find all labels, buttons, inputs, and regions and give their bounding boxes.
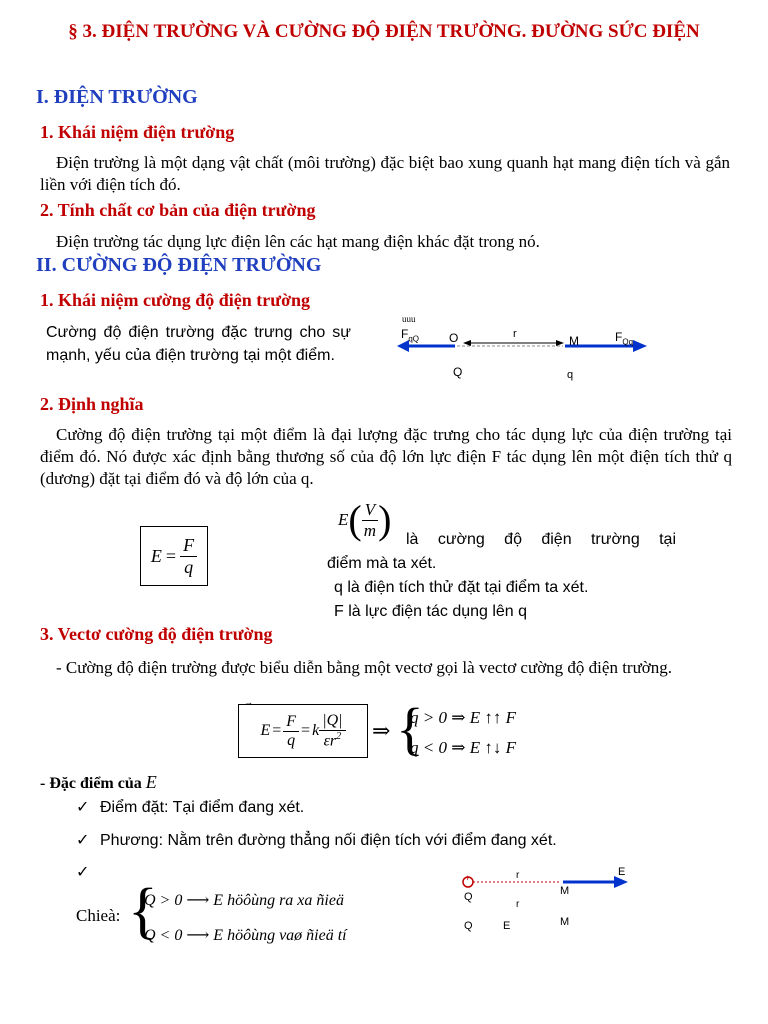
direction-brace: { xyxy=(128,877,158,945)
subsection-1-2-text: Điện trường tác dụng lực điện lên các hạt mang điện khác đặt trong nó. xyxy=(56,232,540,251)
formula-fraction xyxy=(180,535,197,578)
label-q-big: Q xyxy=(453,365,463,379)
subsection-2-2-heading: 2. Định nghĩa xyxy=(40,394,144,414)
label-f-qq-right: $F_{Qq}$ xyxy=(615,330,634,347)
formula-den: q xyxy=(184,556,194,577)
page-title: § 3. ĐIỆN TRƯỜNG VÀ CƯỜNG ĐỘ ĐIỆN TRƯỜNG. ĐƯỜNG SỨC ĐIỆN xyxy=(68,21,700,42)
def-line-3: q là điện tích thử đặt tại điểm ta xét. xyxy=(334,579,589,596)
label-f-qq: $F_{qQ}$ xyxy=(401,327,420,344)
direction-case-1: Q > 0 ⟶ E höôùng ra xa ñieä xyxy=(144,892,344,909)
def-line-4: F là lực điện tác dụng lên q xyxy=(334,603,528,620)
section-2-heading: II. CƯỜNG ĐỘ ĐIỆN TRƯỜNG xyxy=(36,254,322,276)
d2-m1: M xyxy=(560,885,570,897)
label-o: O xyxy=(449,331,459,345)
check-icon: ✓ xyxy=(76,799,90,816)
subsection-2-1-text: Cường độ điện trường đặc trưng cho sự mạnh, yếu của điện trường tại một điểm. xyxy=(46,324,351,364)
vf-f: F xyxy=(283,713,299,732)
vf-eq-1: = xyxy=(272,722,282,739)
d2-r1: r xyxy=(516,870,520,881)
subsection-2-3-text: - Cường độ điện trường được biểu diễn bằng một vectơ gọi là vectơ cường độ điện trường. xyxy=(56,658,673,677)
subsection-2-1-heading: 1. Khái niệm cường độ điện trường xyxy=(40,290,311,310)
d2-e2: E xyxy=(503,920,511,932)
direction-label: Chieà: xyxy=(76,906,121,925)
force-diagram xyxy=(395,314,655,393)
r-arrow-right xyxy=(556,340,564,346)
field-diagram xyxy=(458,866,638,936)
d2-e1: E xyxy=(618,866,626,878)
paren-right: ) xyxy=(378,497,392,542)
check-icon: ✓ xyxy=(76,864,90,881)
vector-mark: uuu xyxy=(402,314,416,324)
vf-frac-1 xyxy=(283,713,299,750)
subsection-1-1-heading: 1. Khái niệm điện trường xyxy=(40,122,235,142)
check-icon: ✓ xyxy=(76,832,90,849)
d2-r2: r xyxy=(516,899,520,910)
subsection-2-3-heading: 3. Vectơ cường độ điện trường xyxy=(40,624,273,644)
vf-q: q xyxy=(287,731,296,749)
vf-eq-2: = xyxy=(301,722,311,739)
unit-fraction xyxy=(362,500,378,541)
vector-formula-box xyxy=(238,704,368,758)
def-line-2: điểm mà ta xét. xyxy=(327,555,437,572)
field-diagram-lines xyxy=(458,866,638,936)
d2-q1: Q xyxy=(464,891,473,903)
d2-q2: Q xyxy=(464,920,473,932)
bullet-3 xyxy=(76,862,100,882)
unit-num: V xyxy=(362,500,378,521)
subsection-1-1-text: Điện trường là một dạng vật chất (môi trường) đặc biệt bao xung quanh hạt mang điện tích và gắn liền với điện tích đó. xyxy=(40,153,730,194)
bullet-2: ✓ Phương: Nằm trên đường thẳng nối điện tích với điểm đang xét. xyxy=(76,832,557,849)
unit-e: E xyxy=(338,510,349,529)
bullet-1: ✓ Điểm đặt: Tại điểm đang xét. xyxy=(76,799,305,816)
plus-sign: + xyxy=(465,873,471,883)
label-m: M xyxy=(569,334,579,348)
subsection-1-2-heading: 2. Tính chất cơ bản của điện trường xyxy=(40,200,316,220)
features-label: - Đặc điểm của E xyxy=(40,772,157,792)
paren-left: ( xyxy=(348,497,362,542)
vf-eps: $\varepsilon r^2$ xyxy=(323,730,342,750)
label-r: r xyxy=(513,328,517,340)
vf-implies: ⇒ xyxy=(372,718,391,743)
section-1-heading: I. ĐIỆN TRƯỜNG xyxy=(36,86,198,108)
vf-case-2: q < 0 ⇒ E ↑↓ F xyxy=(410,738,516,757)
formula-eq: = xyxy=(165,545,177,566)
vf-frac-2 xyxy=(319,712,345,750)
formula-box xyxy=(140,526,208,586)
def-line-1: là cường độ điện trường tại xyxy=(406,531,676,548)
d2-m2: M xyxy=(560,916,570,928)
formula-num: F xyxy=(180,535,197,557)
vf-e: E xyxy=(260,722,271,739)
vf-absq: |Q| xyxy=(319,712,345,731)
subsection-2-2-text: Cường độ điện trường tại một điểm là đại lượng đặc trưng cho tác dụng lực của điện trường tại điểm đó. Nó được xác định bằng thương số của độ lớn lực điện F tác dụng lên một điện tích thử q (dương) đặt tại điểm đó và độ lớn của q. xyxy=(40,425,732,488)
vf-case-1: q > 0 ⇒ E ↑↑ F xyxy=(410,708,516,727)
vf-k: k xyxy=(312,722,320,739)
r-arrow-left xyxy=(463,340,471,346)
label-q-small: q xyxy=(567,369,574,381)
vf-brace: { xyxy=(396,696,424,761)
force-arrow-right-head xyxy=(633,340,647,352)
vf-vector-arrow: → xyxy=(244,697,253,707)
unit-den: m xyxy=(363,520,377,540)
direction-case-2: Q < 0 ⟶ E höôùng vaø ñieä tí xyxy=(144,927,347,944)
unit-expression xyxy=(338,494,391,546)
formula-lhs: E xyxy=(150,545,162,566)
